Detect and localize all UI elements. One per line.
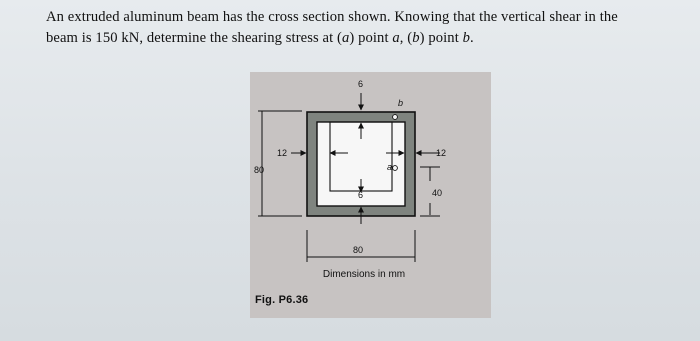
problem-line-1: An extruded aluminum beam has the cross section shown. Knowing that the vertical shear in the [46,9,618,25]
inner-thickness-label: 6 [358,190,364,200]
cross-section-diagram [250,72,491,318]
height-label: 80 [254,165,265,175]
width-label: 80 [353,245,364,255]
left-wall-label: 12 [277,148,288,158]
problem-line-2: beam is 150 kN, determine the shearing stress at (a) point a, (b) point b. [46,30,474,46]
top-thickness-label: 6 [358,79,364,89]
problem-statement [46,7,686,49]
right-wall-label: 12 [436,148,447,158]
dimensions-caption: Dimensions in mm [322,269,406,280]
figure-number: Fig. P6.36 [255,294,309,306]
point-a-label: a [387,162,393,172]
point-b-marker [393,115,398,120]
figure-panel [250,72,491,318]
point-b-label: b [398,98,404,108]
lower-right-dimension-label: 40 [432,188,443,198]
point-a-marker [393,166,398,171]
